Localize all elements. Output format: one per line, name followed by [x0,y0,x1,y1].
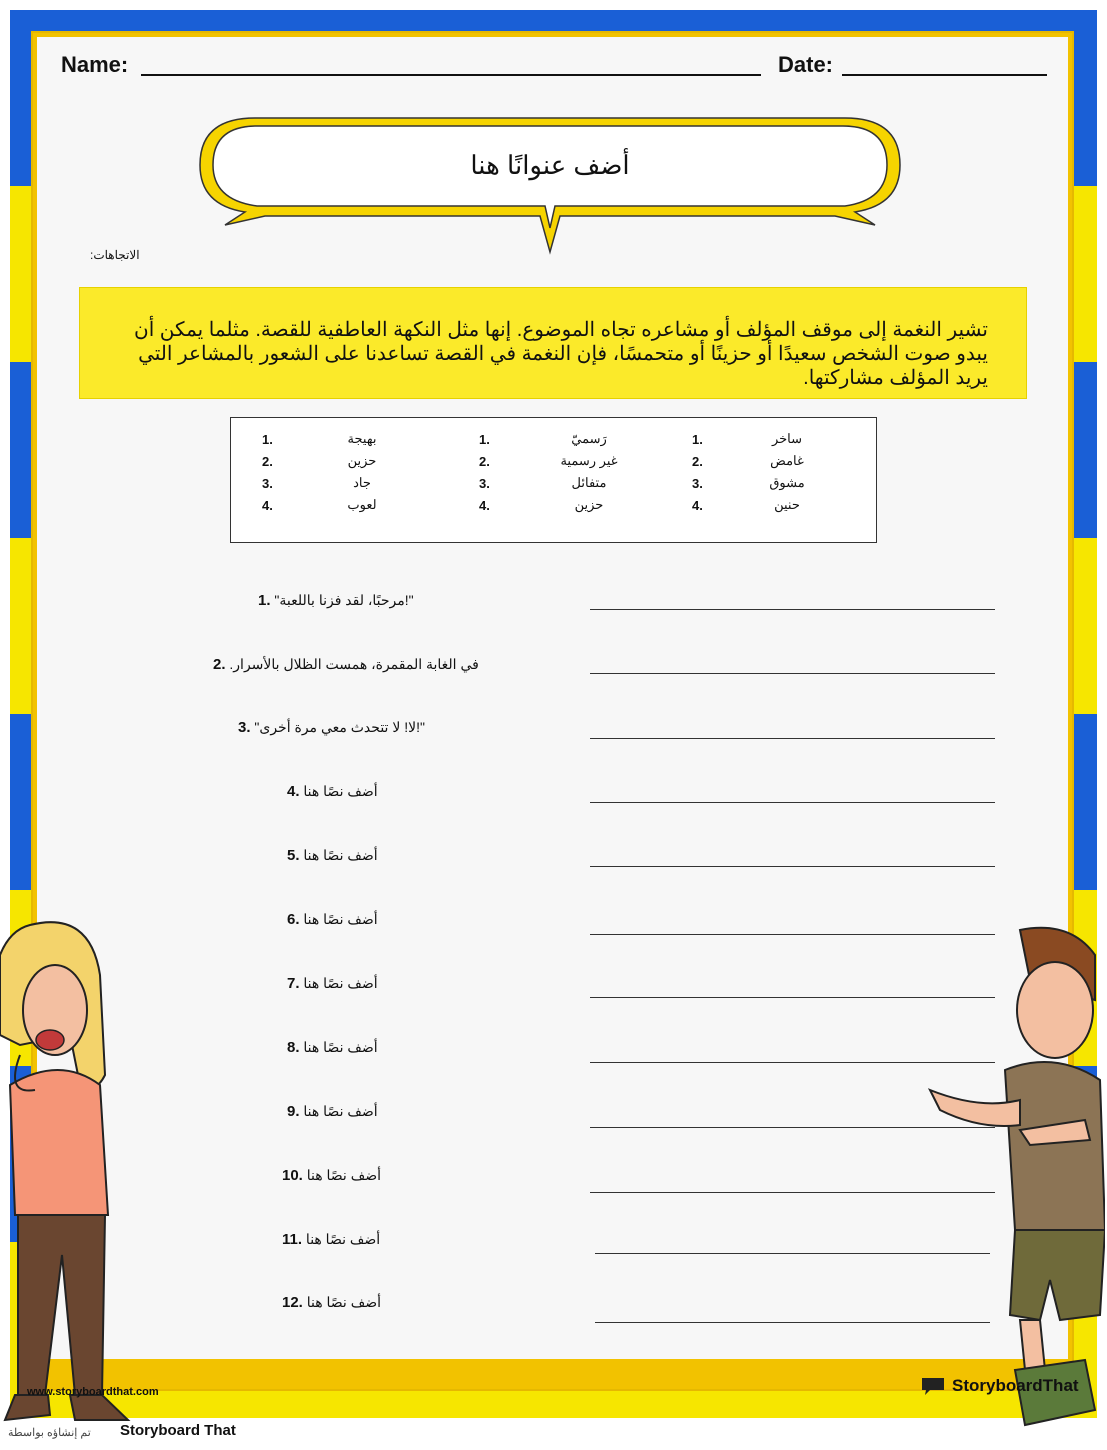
footer-prefix: تم إنشاؤه بواسطة [8,1427,91,1439]
question-7 [287,975,378,992]
question-12 [282,1294,381,1311]
question-5 [287,847,378,864]
question-text[interactable]: أضف نصًا هنا [306,1294,381,1310]
question-text[interactable]: أضف نصًا هنا [306,1167,381,1183]
question-10 [282,1167,381,1184]
word-item: ساخر [771,431,803,446]
worksheet-title[interactable]: أضف عنوانًا هنا [470,150,630,180]
question-number: 9. [287,1103,300,1120]
word-number: 4. [692,497,703,513]
footer-brand-text[interactable]: Storyboard That [120,1422,236,1439]
word-number: 1. [692,431,703,447]
directions-label: الاتجاهات: [90,248,140,262]
question-text[interactable]: أضف نصًا هنا [303,1103,378,1119]
word-number: 3. [479,475,490,491]
word-item: غامض [770,453,804,468]
boy-character-illustration [920,920,1105,1430]
question-text[interactable]: أضف نصًا هنا [303,783,378,799]
word-bank-column-1 [262,428,402,516]
word-number: 3. [262,475,273,491]
word-item: لعوب [347,497,377,512]
question-text[interactable]: أضف نصًا هنا [305,1231,381,1247]
word-item: رَسميّ [571,431,607,446]
word-item: جاد [353,475,371,490]
answer-line-3[interactable] [590,738,995,739]
question-number: 5. [287,847,300,864]
question-text[interactable]: "!مرحبًا، لقد فزنا باللعبة" [274,592,414,608]
question-1 [258,592,414,609]
word-item: حزين [347,453,377,468]
word-number: 1. [479,431,490,447]
question-number: 11. [282,1231,303,1248]
question-text[interactable]: أضف نصًا هنا [303,1039,378,1055]
question-4 [287,783,378,800]
word-number: 4. [262,497,273,513]
question-text[interactable]: أضف نصًا هنا [303,911,378,927]
footer-url[interactable]: www.storyboardthat.com [27,1386,159,1398]
storyboardthat-logo[interactable] [920,1376,1079,1396]
question-number: 1. [258,592,271,609]
word-item: حزين [574,497,604,512]
question-8 [287,1039,378,1056]
word-number: 2. [692,453,703,469]
question-text[interactable]: في الغابة المقمرة، همست الظلال بالأسرار. [229,656,479,672]
question-text[interactable]: أضف نصًا هنا [303,847,378,863]
question-6 [287,911,378,928]
question-number: 2. [213,656,226,673]
girl-character-illustration [0,915,135,1440]
answer-line-4[interactable] [590,802,995,803]
question-11 [282,1231,380,1248]
word-item: غير رسمية [560,453,618,468]
directions-text[interactable]: تشير النغمة إلى موقف المؤلف أو مشاعره تجاه الموضوع. إنها مثل النكهة العاطفية للقصة. مثلما يمكن أن يبدو صوت الشخص سعيدًا أو حزينًا أو متحمسًا، فإن النغمة في القصة تساعدنا على الشعور بالمشاعر التي يريد المؤلف مشاركتها. [134,319,988,389]
word-number: 1. [262,431,273,447]
speech-bubble-logo-icon [920,1376,946,1396]
name-field[interactable] [141,74,761,76]
question-number: 8. [287,1039,300,1056]
word-bank-column-3 [692,428,827,516]
question-number: 12. [282,1294,303,1311]
question-number: 7. [287,975,300,992]
word-item: بهيجة [347,431,377,446]
word-item: حنين [774,497,800,512]
question-number: 4. [287,783,300,800]
answer-line-1[interactable] [590,609,995,610]
question-number: 3. [238,719,251,736]
question-text[interactable]: "!لا! لا تتحدث معي مرة أخرى" [254,719,425,735]
answer-line-5[interactable] [590,866,995,867]
word-number: 2. [262,453,273,469]
question-number: 10. [282,1167,303,1184]
word-number: 4. [479,497,490,513]
question-3 [238,719,425,736]
word-item: متفائل [571,475,607,490]
question-text[interactable]: أضف نصًا هنا [303,975,378,991]
date-field[interactable] [842,74,1047,76]
date-label: Date: [778,52,834,77]
brand-name: StoryboardThat [952,1376,1079,1395]
name-label: Name: [61,52,129,77]
word-item: مشوق [769,475,805,490]
answer-line-2[interactable] [590,673,995,674]
title-speech-bubble [195,110,905,260]
question-9 [287,1103,378,1120]
question-number: 6. [287,911,300,928]
word-number: 2. [479,453,490,469]
word-number: 3. [692,475,703,491]
question-2 [213,656,479,673]
word-bank-column-2 [479,428,644,516]
